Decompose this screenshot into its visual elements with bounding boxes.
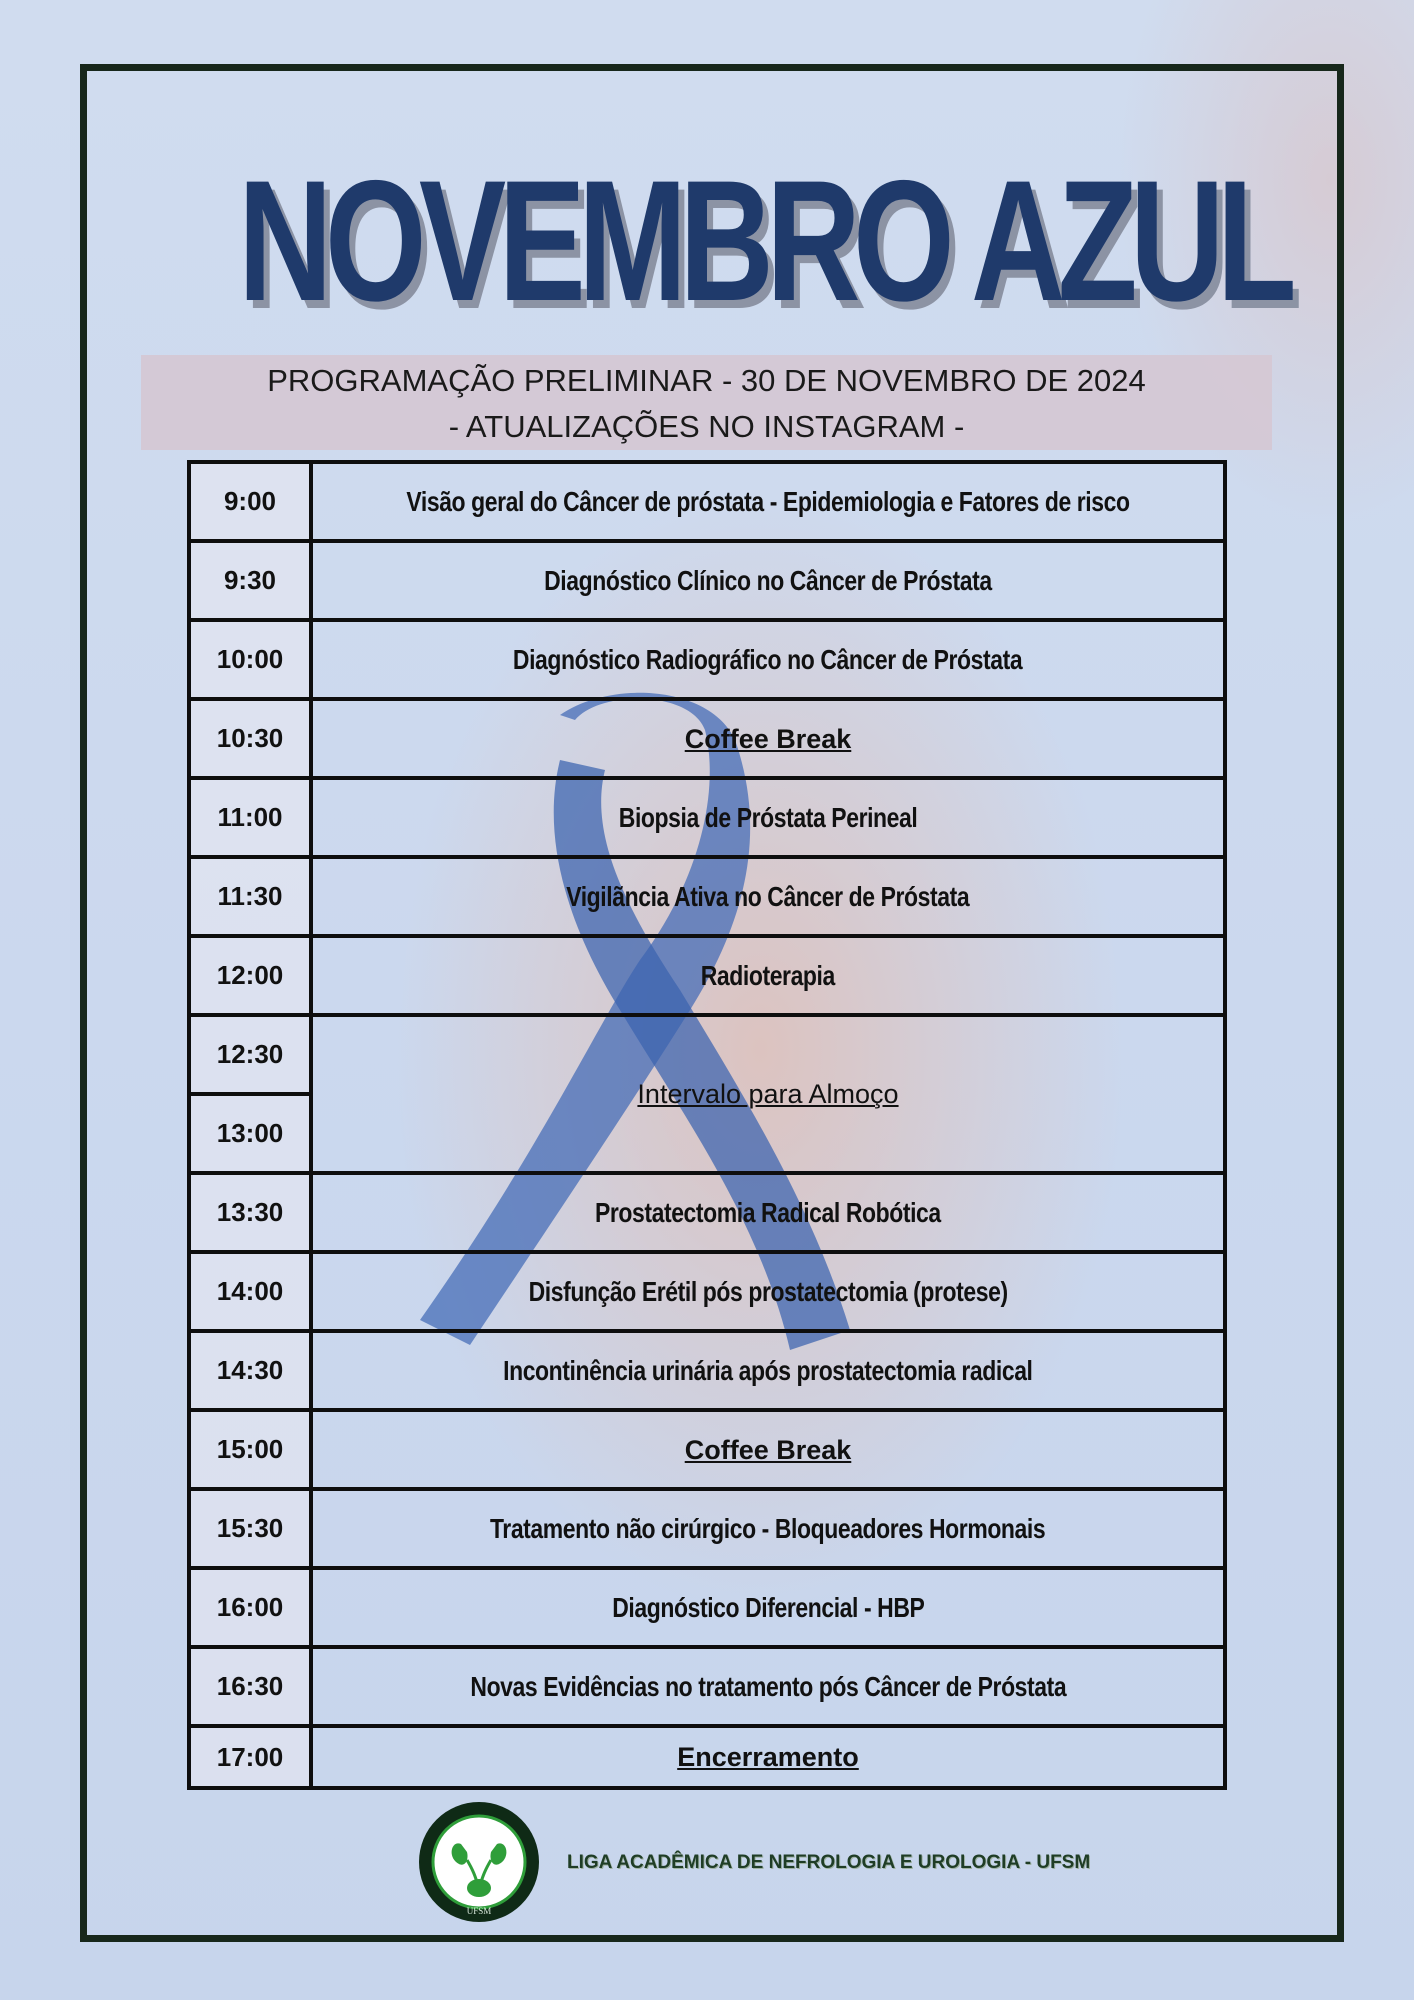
time-cell: 15:30: [189, 1489, 311, 1568]
time-cell: 11:30: [189, 857, 311, 936]
topic-cell: Biopsia de Próstata Perineal: [311, 778, 1225, 857]
topic-cell: Novas Evidências no tratamento pós Câncer de Próstata: [311, 1647, 1225, 1726]
footer: [417, 1800, 1117, 1928]
table-row: [189, 541, 1225, 620]
time-cell: 17:00: [189, 1726, 311, 1788]
subtitle-line-2: - ATUALIZAÇÕES NO INSTAGRAM -: [448, 409, 965, 444]
time-cell: 15:00: [189, 1410, 311, 1489]
page-title: NOVEMBRO AZUL: [238, 145, 1290, 337]
schedule-table: [187, 460, 1227, 1790]
coffee-break-cell: Coffee Break: [311, 699, 1225, 778]
table-row: [189, 1489, 1225, 1568]
table-row: [189, 1252, 1225, 1331]
topic-cell: Diagnóstico Diferencial - HBP: [311, 1568, 1225, 1647]
topic-cell: Diagnóstico Radiográfico no Câncer de Próstata: [311, 620, 1225, 699]
time-cell: 14:30: [189, 1331, 311, 1410]
table-row: [189, 1726, 1225, 1788]
organization-name: LIGA ACADÊMICA DE NEFROLOGIA E UROLOGIA - UFSM: [567, 1852, 1091, 1873]
table-row: [189, 620, 1225, 699]
topic-cell: Diagnóstico Clínico no Câncer de Próstata: [311, 541, 1225, 620]
table-row: [189, 1331, 1225, 1410]
table-row: [189, 1015, 1225, 1094]
table-row: [189, 1647, 1225, 1726]
table-row: [189, 1568, 1225, 1647]
time-cell: 11:00: [189, 778, 311, 857]
time-cell: 10:30: [189, 699, 311, 778]
time-cell: 9:00: [189, 462, 311, 541]
time-cell: 12:30: [189, 1015, 311, 1094]
time-cell: 14:00: [189, 1252, 311, 1331]
table-row: [189, 778, 1225, 857]
closing-cell: Encerramento: [311, 1726, 1225, 1788]
table-row: [189, 462, 1225, 541]
table-row: [189, 1173, 1225, 1252]
topic-cell: Vigilãncia Ativa no Câncer de Próstata: [311, 857, 1225, 936]
svg-text:UFSM: UFSM: [466, 1906, 492, 1916]
topic-cell: Prostatectomia Radical Robótica: [311, 1173, 1225, 1252]
table-row: [189, 1410, 1225, 1489]
time-cell: 9:30: [189, 541, 311, 620]
topic-cell: Incontinência urinária após prostatectomia radical: [311, 1331, 1225, 1410]
table-row: [189, 857, 1225, 936]
liga-logo-icon: [417, 1800, 541, 1924]
subtitle-line-1: PROGRAMAÇÃO PRELIMINAR - 30 DE NOVEMBRO DE 2024: [267, 363, 1146, 398]
topic-cell: Tratamento não cirúrgico - Bloqueadores Hormonais: [311, 1489, 1225, 1568]
lunch-break-cell: Intervalo para Almoço: [311, 1015, 1225, 1173]
time-cell: 13:30: [189, 1173, 311, 1252]
time-cell: 16:00: [189, 1568, 311, 1647]
topic-cell: Visão geral do Câncer de próstata - Epidemiologia e Fatores de risco: [311, 462, 1225, 541]
table-row: [189, 936, 1225, 1015]
time-cell: 10:00: [189, 620, 311, 699]
topic-cell: Radioterapia: [311, 936, 1225, 1015]
time-cell: 12:00: [189, 936, 311, 1015]
time-cell: 13:00: [189, 1094, 311, 1173]
coffee-break-cell: Coffee Break: [311, 1410, 1225, 1489]
topic-cell: Disfunção Erétil pós prostatectomia (protese): [311, 1252, 1225, 1331]
subtitle-banner: [141, 355, 1272, 450]
table-row: [189, 699, 1225, 778]
time-cell: 16:30: [189, 1647, 311, 1726]
